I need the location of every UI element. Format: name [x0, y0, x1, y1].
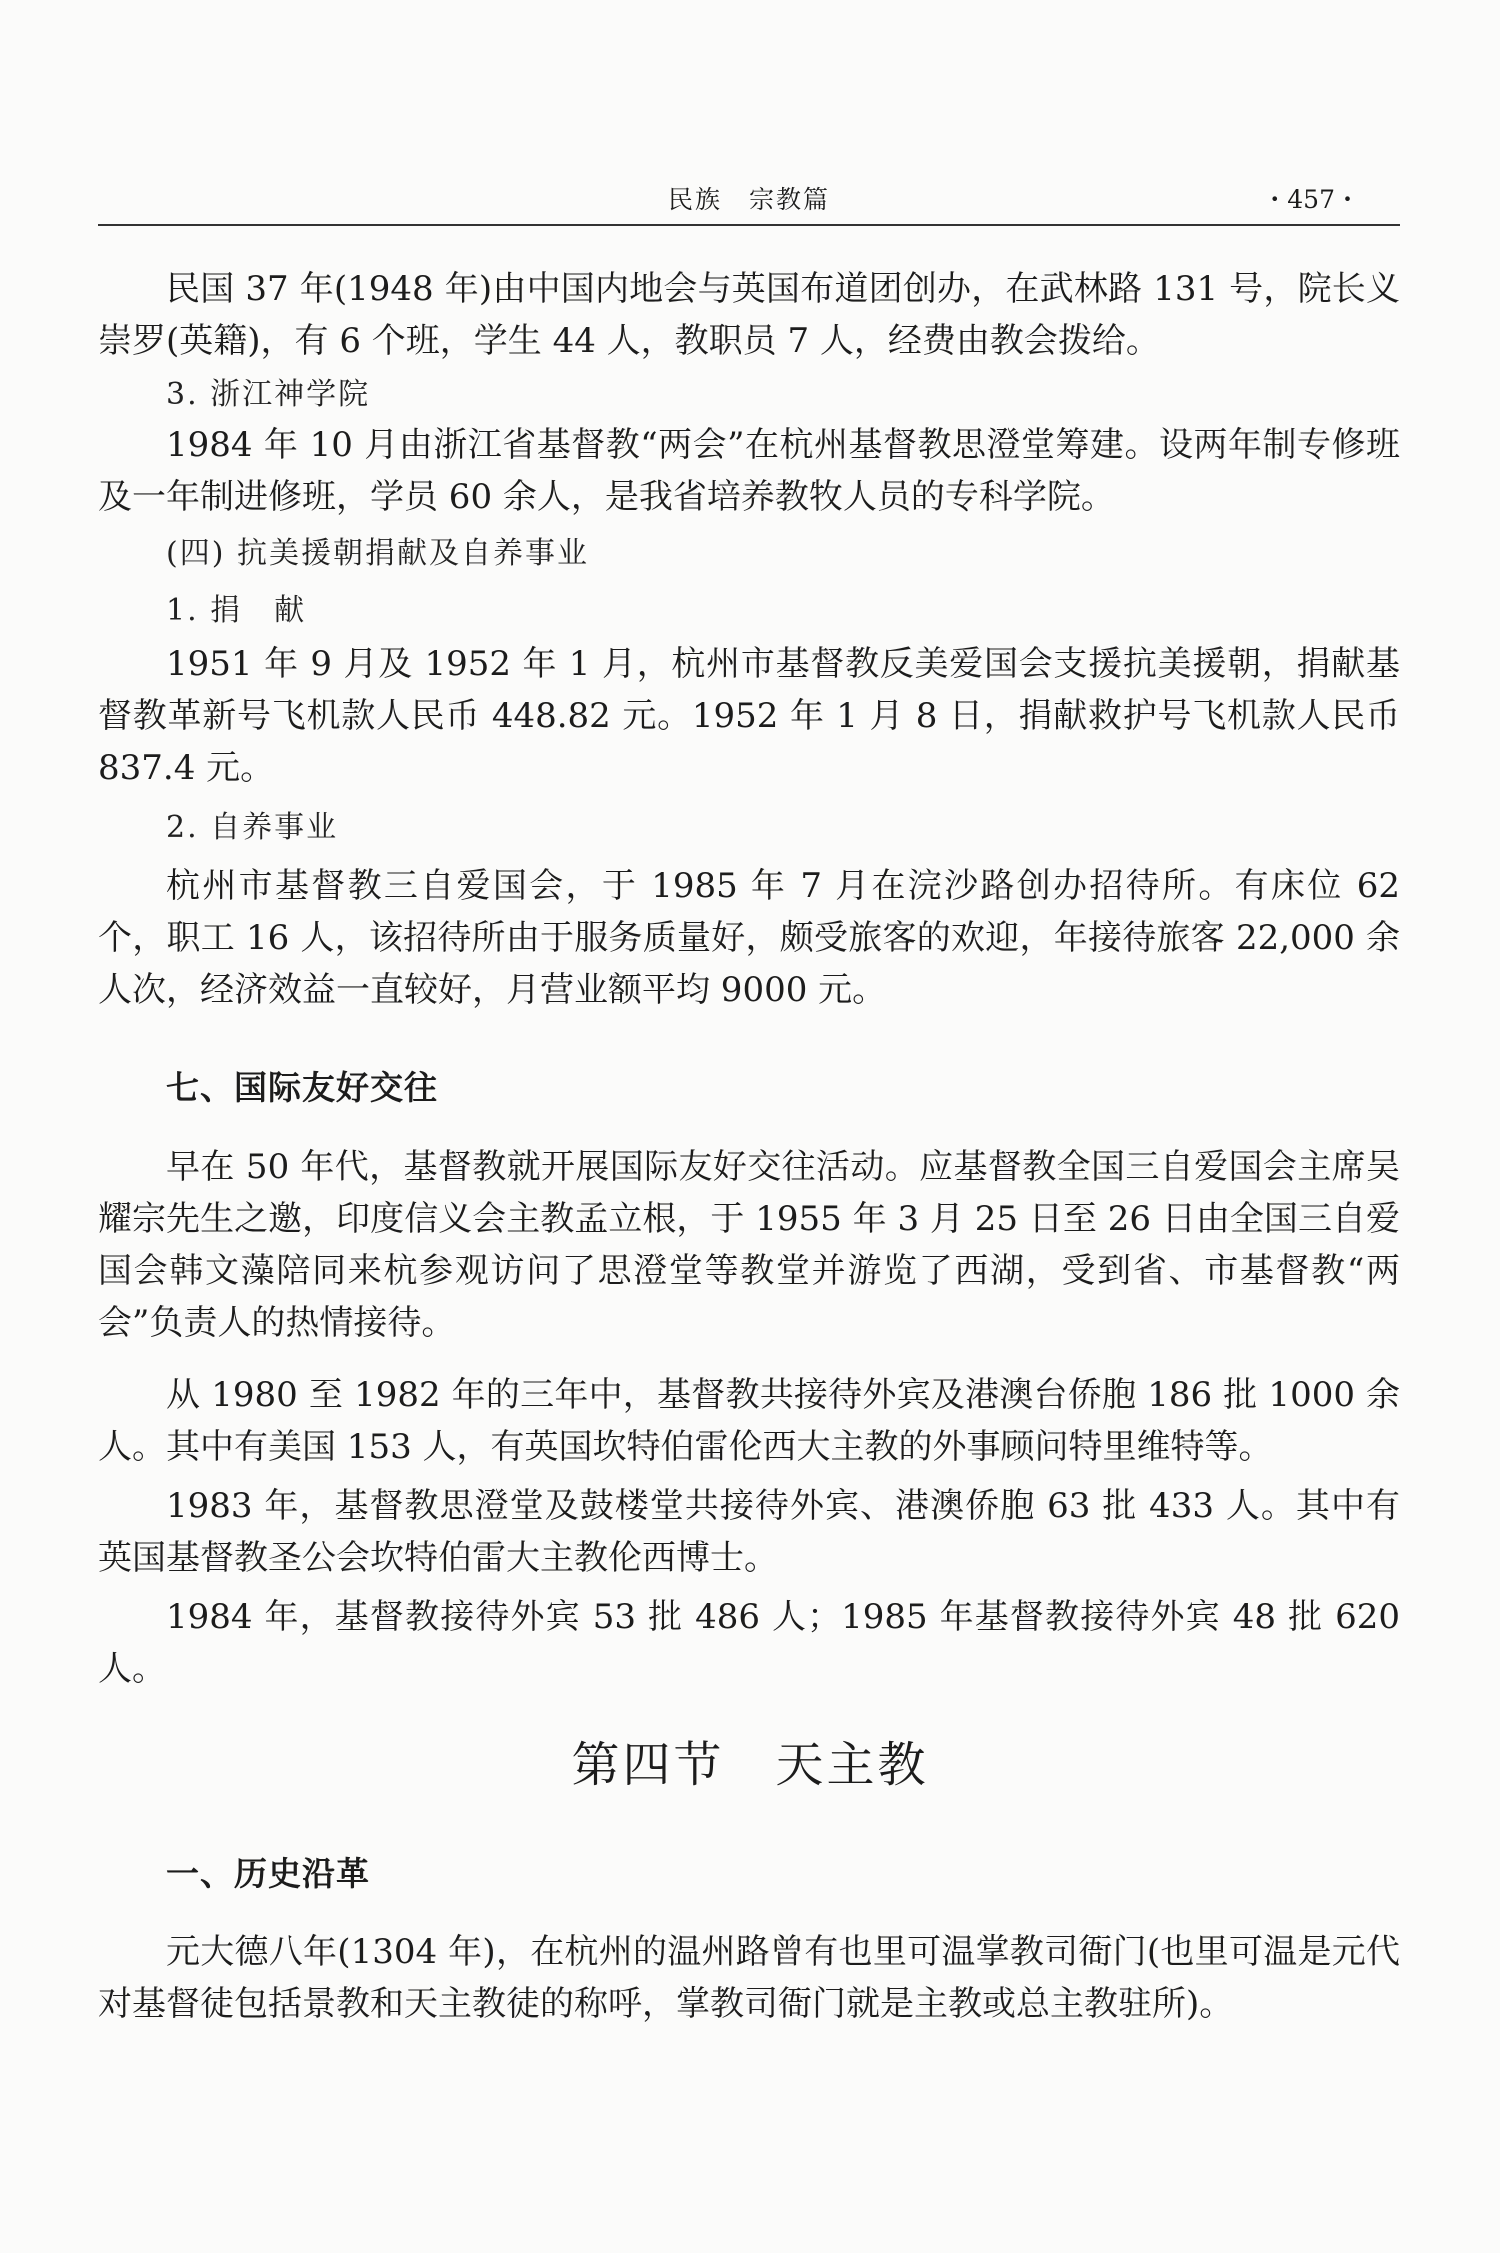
header-title: 民族 宗教篇 — [667, 185, 830, 214]
subheading-donations: 1. 捐 献 — [166, 593, 307, 628]
paragraph-1983: 1983 年，基督教思澄堂及鼓楼堂共接待外宾、港澳侨胞 63 批 433 人。其中有英国基督教圣公会坎特伯雷大主教伦西博士。 — [98, 1486, 1400, 1578]
running-header — [98, 172, 1400, 222]
section-title-catholicism: 第四节 天主教 — [571, 1737, 929, 1793]
paragraph-hospital: 民国 37 年(1948 年)由中国内地会与英国布道团创办，在武林路 131 号，院长义崇罗(英籍)，有 6 个班，学生 44 人，教职员 7 人，经费由教会拨给。 — [98, 269, 1400, 361]
paragraph-guesthouse: 杭州市基督教三自爱国会，于 1985 年 7 月在浣沙路创办招待所。有床位 62 个，职工 16 人，该招待所由于服务质量好，颇受旅客的欢迎，年接待旅客 22,000 余人次，经济效益一直较好，月营业额平均 9000 元。 — [98, 866, 1400, 1010]
subheading-self-support: 2. 自养事业 — [166, 810, 339, 845]
paragraph-donations: 1951 年 9 月及 1952 年 1 月，杭州市基督教反美爱国会支援抗美援朝，捐献基督教革新号飞机款人民币 448.82 元。1952 年 1 月 8 日，捐献救护号飞机款人民币 837.4 元。 — [98, 644, 1400, 788]
subheading-zhejiang-seminary: 3. 浙江神学院 — [166, 377, 371, 412]
heading-history: 一、历史沿革 — [166, 1854, 370, 1893]
paragraph-seminary: 1984 年 10 月由浙江省基督教“两会”在杭州基督教思澄堂筹建。设两年制专修班及一年制进修班，学员 60 余人，是我省培养教牧人员的专科学院。 — [98, 425, 1400, 517]
paragraph-early-exchange: 早在 50 年代，基督教就开展国际友好交往活动。应基督教全国三自爱国会主席吴耀宗先生之邀，印度信义会主教孟立根，于 1955 年 3 月 25 日至 26 日由全国三自爱国会韩文藻陪同来杭参观访问了思澄堂等教堂并游览了西湖，受到省、市基督教“两会”负责人的热情接待。 — [98, 1147, 1400, 1343]
heading-international-exchange: 七、国际友好交往 — [166, 1068, 438, 1107]
header-rule — [98, 224, 1400, 226]
paragraph-1984-1985: 1984 年，基督教接待外宾 53 批 486 人；1985 年基督教接待外宾 48 批 620 人。 — [98, 1597, 1400, 1689]
paragraph-history: 元大德八年(1304 年)，在杭州的温州路曾有也里可温掌教司衙门(也里可温是元代对基督徒包括景教和天主教徒的称呼，掌教司衙门就是主教或总主教驻所)。 — [98, 1932, 1400, 2024]
paragraph-1980-1982: 从 1980 至 1982 年的三年中，基督教共接待外宾及港澳台侨胞 186 批 1000 余人。其中有美国 153 人，有英国坎特伯雷伦西大主教的外事顾问特里维特等。 — [98, 1375, 1400, 1467]
subheading-donations-self-support: (四) 抗美援朝捐献及自养事业 — [166, 536, 589, 571]
page-number: ・457・ — [1262, 185, 1360, 214]
